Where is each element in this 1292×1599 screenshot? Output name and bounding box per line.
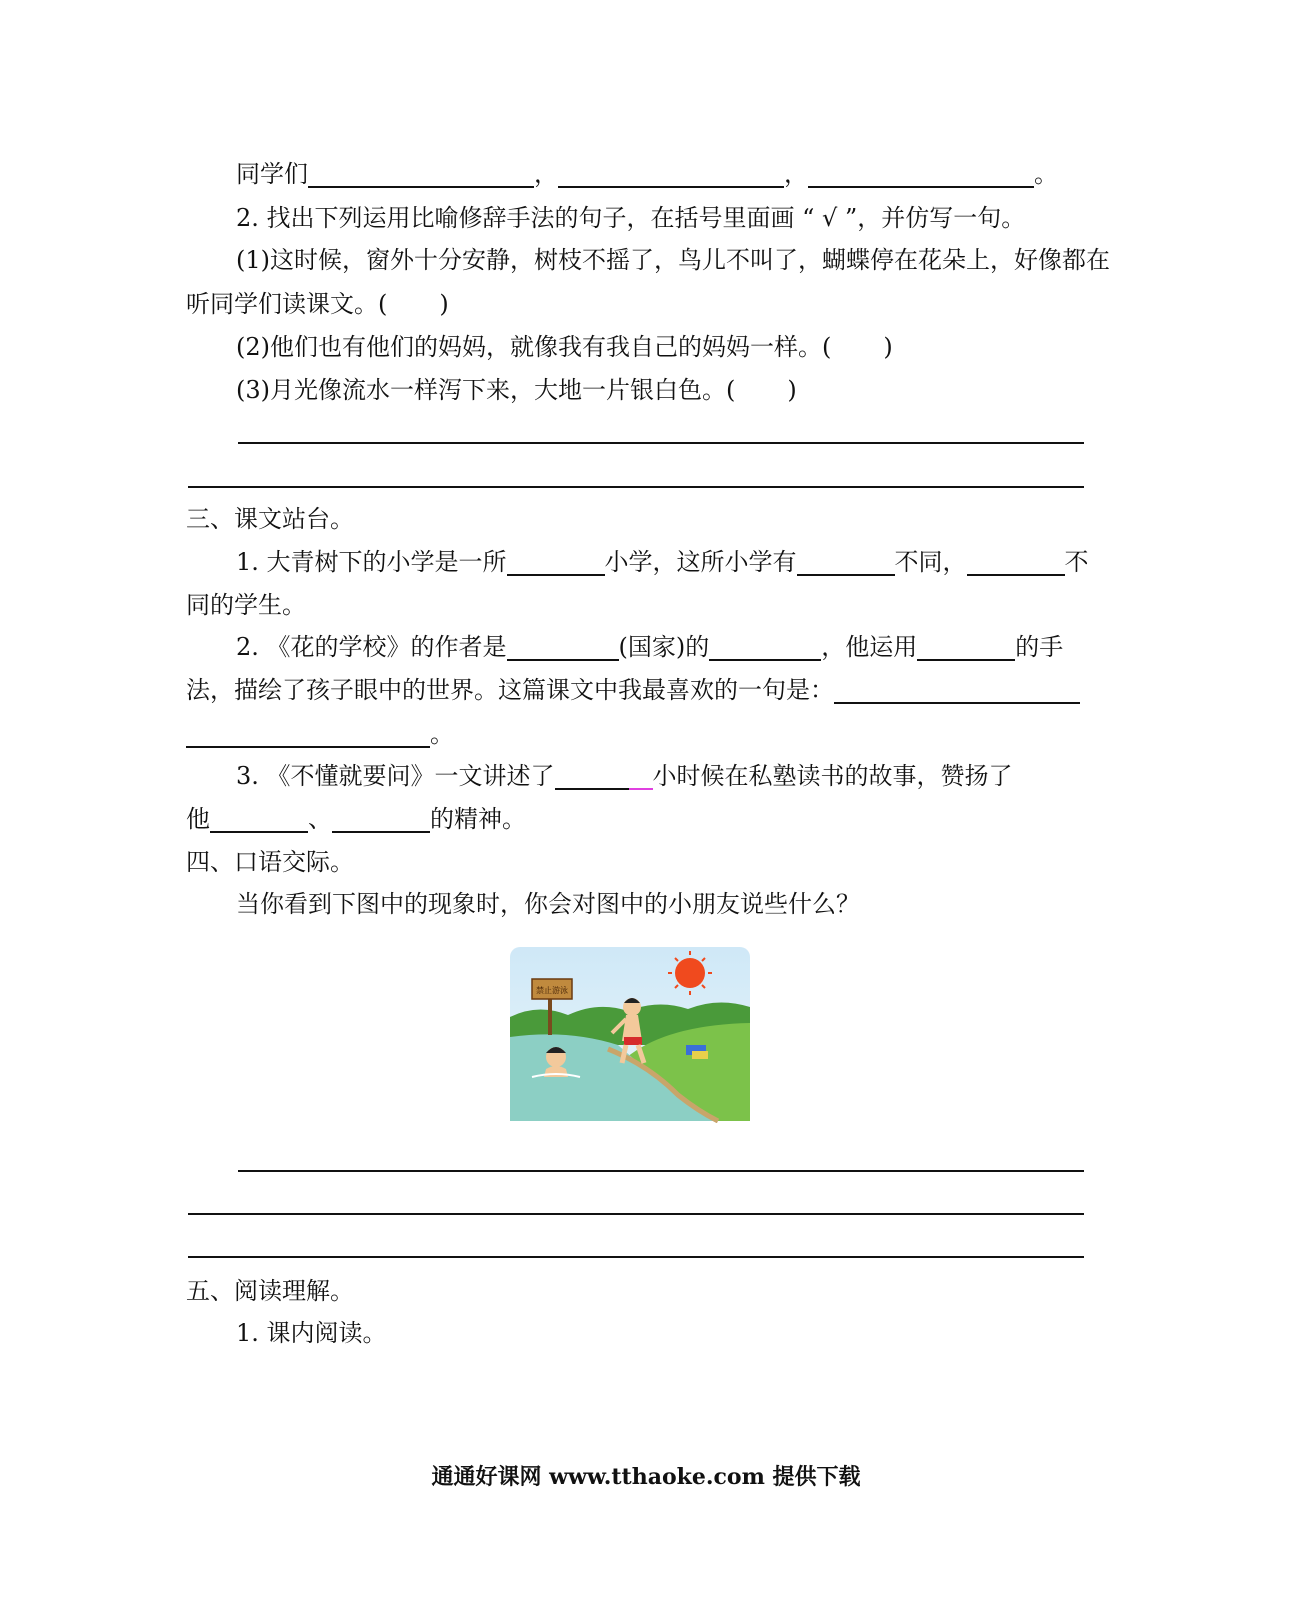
period: 。 bbox=[430, 720, 454, 748]
text: 、 bbox=[308, 805, 332, 833]
s3-q2-line-2 bbox=[186, 674, 1080, 706]
text: 的精神。 bbox=[430, 805, 526, 833]
sentence-text: 听同学们读课文。( bbox=[186, 290, 388, 318]
text: 3. 《不懂就要问》一文讲述了 bbox=[236, 762, 555, 790]
writing-line[interactable] bbox=[238, 442, 1084, 444]
sentence-text: (3)月光像流水一样泻下来，大地一片银白色。( bbox=[236, 376, 736, 404]
standing-boy-shorts bbox=[624, 1037, 642, 1045]
answer-blank[interactable] bbox=[186, 722, 430, 748]
answer-blank[interactable] bbox=[308, 162, 534, 188]
s3-q2-line-3 bbox=[186, 718, 454, 750]
section-5-heading: 五、阅读理解。 bbox=[186, 1277, 354, 1305]
period: 。 bbox=[1034, 160, 1058, 188]
q2-title: 2. 找出下列运用比喻修辞手法的句子，在括号里面画 “ √ ”，并仿写一句。 bbox=[236, 204, 1026, 232]
s3-q3-line-1 bbox=[236, 760, 1013, 792]
text: 1. 大青树下的小学是一所 bbox=[236, 548, 507, 576]
section-4-heading: 四、口语交际。 bbox=[186, 848, 354, 876]
writing-line[interactable] bbox=[238, 1170, 1084, 1172]
comma: ， bbox=[534, 160, 558, 188]
answer-blank[interactable] bbox=[967, 550, 1065, 576]
s3-q1-line-2: 同的学生。 bbox=[186, 591, 306, 619]
text: ，他运用 bbox=[821, 633, 918, 661]
s3-q1-line-1 bbox=[236, 546, 1089, 578]
q2-sentence-2 bbox=[236, 331, 893, 363]
answer-blank[interactable] bbox=[797, 550, 895, 576]
text: 2. 《花的学校》的作者是 bbox=[236, 633, 507, 661]
sun-icon bbox=[675, 958, 705, 988]
q2-sentence-1-line-1: (1)这时候，窗外十分安静，树枝不摇了，鸟儿不叫了，蝴蝶停在花朵上，好像都在 bbox=[236, 246, 1110, 274]
s4-prompt: 当你看到下图中的现象时，你会对图中的小朋友说些什么？ bbox=[236, 890, 860, 918]
sign-text: 禁止游泳 bbox=[536, 986, 568, 995]
q2-sentence-3 bbox=[236, 374, 797, 406]
clothes-pile bbox=[692, 1051, 708, 1059]
text: 的手 bbox=[1015, 633, 1064, 661]
answer-blank[interactable] bbox=[834, 678, 1080, 704]
sentence-text: (2)他们也有他们的妈妈，就像我有我自己的妈妈一样。( bbox=[236, 333, 832, 361]
answer-blank[interactable] bbox=[709, 635, 821, 661]
answer-blank[interactable] bbox=[507, 635, 619, 661]
answer-blank[interactable] bbox=[210, 807, 308, 833]
close-paren: ) bbox=[439, 290, 449, 318]
text: (国家)的 bbox=[618, 633, 710, 661]
q1-answer-line bbox=[236, 158, 1058, 190]
answer-blank[interactable] bbox=[507, 550, 605, 576]
pink-underline-mark bbox=[629, 788, 653, 790]
writing-line[interactable] bbox=[188, 486, 1084, 488]
sign-post bbox=[548, 995, 552, 1035]
text: 不同， bbox=[894, 548, 967, 576]
q1-prefix: 同学们 bbox=[236, 160, 308, 188]
s5-q1: 1. 课内阅读。 bbox=[236, 1319, 387, 1347]
section-3-heading: 三、课文站台。 bbox=[186, 505, 354, 533]
answer-blank[interactable] bbox=[808, 162, 1034, 188]
answer-blank[interactable] bbox=[917, 635, 1015, 661]
comma: ， bbox=[784, 160, 808, 188]
answer-blank[interactable] bbox=[558, 162, 784, 188]
q2-sentence-1-line-2 bbox=[186, 288, 449, 320]
text: 他 bbox=[186, 805, 210, 833]
footer-source: 通通好课网 www.tthaoke.com 提供下载 bbox=[431, 1464, 861, 1490]
s3-q2-line-1 bbox=[236, 631, 1063, 663]
writing-line[interactable] bbox=[188, 1213, 1084, 1215]
text: 小时候在私塾读书的故事，赞扬了 bbox=[652, 762, 1013, 790]
text: 法，描绘了孩子眼中的世界。这篇课文中我最喜欢的一句是： bbox=[186, 676, 834, 704]
answer-blank[interactable] bbox=[332, 807, 430, 833]
text: 小学，这所小学有 bbox=[604, 548, 797, 576]
text: 不 bbox=[1064, 548, 1089, 576]
close-paren: ) bbox=[883, 333, 893, 361]
writing-line[interactable] bbox=[188, 1256, 1084, 1258]
s3-q3-line-2 bbox=[186, 803, 526, 835]
close-paren: ) bbox=[787, 376, 797, 404]
answer-blank[interactable] bbox=[555, 764, 653, 790]
swimming-scene-illustration bbox=[508, 945, 752, 1123]
